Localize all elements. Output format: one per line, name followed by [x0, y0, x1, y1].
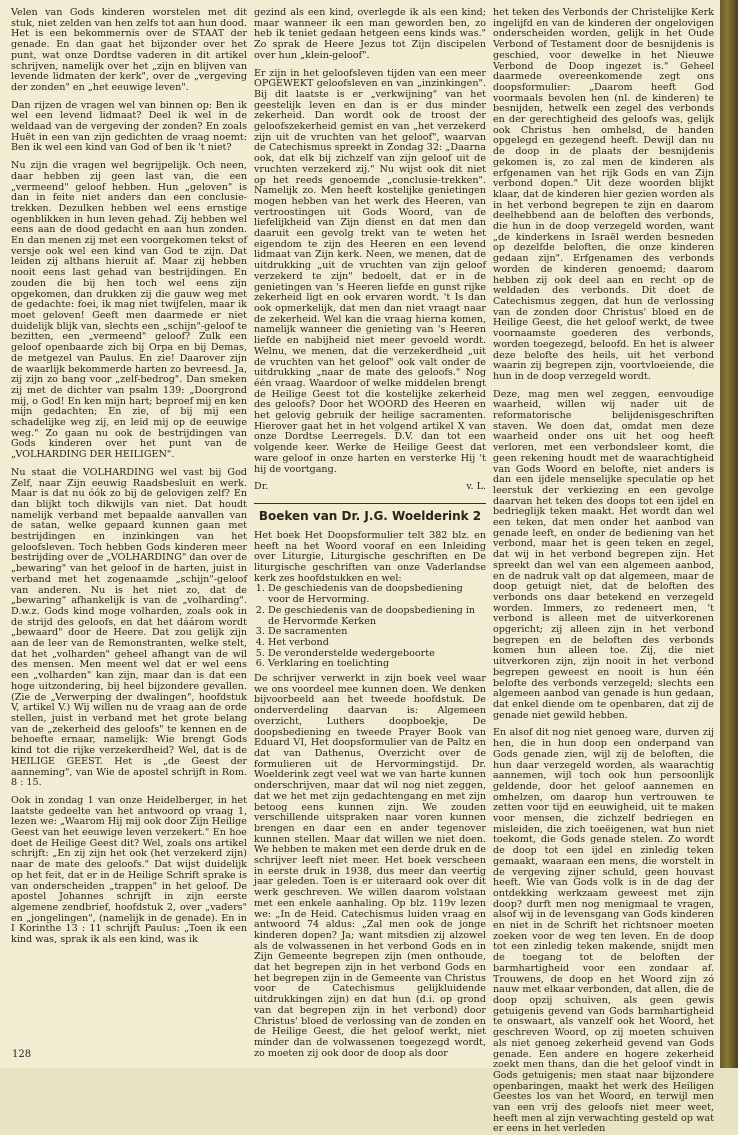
list-item: 6. Verklaring en toelichting	[268, 659, 486, 670]
list-item: 3. De sacramenten	[268, 627, 486, 638]
list-item: 2. De geschiedenis van de doopsbediening in de Hervormde Kerken	[268, 606, 486, 627]
paragraph: Ook in zondag 1 van onze Heidelberger, in het laatste gedeelte van het antwoord op vraag 1, lezen we: „Waarom Hij mij ook door Zijn Heilige Geest van het eeuwige leven verzekert." En hoe doet de Heilige Geest dit? Wel, zoals ons artikel schrijft: „En zij zijn het ook (het verzekerd zijn) naar de mate des geloofs." Dat wijst duidelijk op het feit, dat er in de Heilige Schrift sprake is van onderscheiden „trappen" in het geloof. De apostel Johannes schrijft in zijn eerste algemene zendbrief, hoofdstuk 2, over „vaders" en „jongelingen", (namelijk in de genade). En in I Korinthe 13 : 11 schrijft Paulus: „Toen ik een kind was, sprak ik als een kind, was ik	[11, 794, 247, 946]
paragraph: het teken des Verbonds der Christelijke Kerk ingelijfd en van de kinderen der ongelovigen onderscheiden worden, gelijk in het Oude Verbond of Testament door de besnijdenis is geschied, voor dewelke in het Nieuwe Verbond de Doop ingezet is." Geheel daarmede overeenkomende zegt ons doopsformulier: „Daarom heeft God voormaals bevolen hen (nl. de kinderen) te besnijden, hetwelk een zegel des verbonds en der gerechtigheid des geloofs was, gelijk ook Christus hen omhelsd, de handen opgelegd en gezegend heeft. Dewijl dan nu de doop in de plaats der besnijdenis gekomen is, zo zal men de kinderen als erfgenamen van het rijk Gods en van Zijn verbond dopen." Uit deze woorden blijkt klaar, dat de kinderen hier gezien worden als in het verbond begrepen te zijn en daarom deelhebbend aan de beloften des verbonds, die hun in de doop verzegeld worden, want „de kinderkens in Israël werden besneden op dezelfde beloften, die onze kinderen gedaan zijn". Erfgenamen des verbonds worden de kinderen genoemd; daarom hebben zij ook deel aan en recht op de weldaden des verbonds. Dit doet de Catechismus zeggen, dat hun de verlossing van de zonden door Christus' bloed en de Heilige Geest, die het geloof werkt, de twee voornaamste goederen des verbonds, worden toegezegd, beloofd. En het is alweer deze belofte des heils, uit het verbond waarin zij begrepen zijn, voortvloeiende, die hun in de doop verzegeld wordt.	[493, 7, 714, 382]
column-1	[11, 8, 247, 1038]
list-item: 1. De geschiedenis van de doopsbediening voor de Hervorming.	[268, 584, 486, 605]
article-heading: Boeken van Dr. J.G. Woelderink 2	[258, 508, 482, 523]
book-spine	[720, 0, 738, 1068]
paragraph: Het boek Het Doopsformulier telt 382 blz. en heeft na het Woord vooraf en een Inleiding over Liturgie, Liturgische geschriften en De liturgische geschriften van onze Vaderlandse kerk zes hoofdstukken en wel:	[254, 529, 486, 584]
paragraph: En alsof dit nog niet genoeg ware, durven zij hen, die in hun doop een onderpand van Gods genade zien, wijl zij de beloften, die hun daar verzegeld worden, als waarachtig aannemen, wijl toch ook hun persoonlijk geldende, door het geloof aannemen en omhelzen, om daarop hun vertrouwen te zetten voor tijd en eeuwigheid, uit te maken voor mensen, die zichzelf bedriegen en misleiden, die zich toeëigenen, wat hun niet toekomt, die Gods genade stelen. Zo wordt de doop tot een ijdel en zinledig teken gemaakt, waaraan een mens, die worstelt in de vergeving zijner schuld, geen houvast heeft. Wie van Gods volk is in de dag der ontdekking werkzaam geweest met zijn doop? durft men nog menigmaal te vragen, alsof wij in de levensgang van Gods kinderen en niet in de Schrift het richtsnoer moeten zoeken voor de weg ten leven. En de doop tot een zinledig teken makende, snijdt men de toegang tot de beloften der barmhartigheid voor een zondaar af. Trouwens, de doop en het Woord zijn zó nauw met elkaar verbonden, dat allen, die de doop opzij schuiven, als geen gewis getuigenis gevend van Gods barmhartigheid te onswaart, als vanzelf ook het Woord, het geschreven Woord, op zij moeten schuiven als niet genoeg zekerheid gevend van Gods genade. Een andere en hogere zekerheid zoekt men thans, dan die het geloof vindt in Gods getuigenis; men staat naar bijzondere openbaringen, maakt het werk des Heiligen Geestes los van het Woord, en terwijl men van een vrij des geloofs niet meer weet, heeft men al zijn verwachting gesteld op wat er eens in het verleden	[493, 727, 714, 1135]
paragraph: Nu staat die VOLHARDING wel vast bij God Zelf, naar Zijn eeuwig Raadsbesluit en werk. Maar is dat nu óók zo bij de gelovigen zelf? En dan blijkt toch dikwijls van niet. Dat houdt namelijk verband met bepaalde aanvallen van de satan, welke gepaard kunnen gaan met bestrijdingen en inzinkingen van het geloofsleven. Toch hebben Gods kinderen meer bestrijding over de „VOLHARDING" dan over de „bewaring" van het geloof in de harten, juist in verband met het zogenaamde „schijn"-geloof van anderen. Nu is het niet zo, dat de „bewaring" afhankelijk is van de „volharding". D.w.z. Gods kind moge volharden, zoals ook in de strijd des geloofs, en dat het dáárom wordt „bewaard" door de Heere. Dat zou gelijk zijn aan de leer van de Remonstranten, welke stelt, dat het „volharden" geheel afhangt van de wil des mensen. Men meent wel dat er wel eens een „volharden" kan zijn, maar dan is dat een hoge uitzondering, bij heel bijzondere gevallen. (Zie de „Verwerping der dwalingen", hoofdstuk V, artikel V.) Wij willen nu de vraag aan de orde stellen, juist in verband met het grote belang van de „zekerheid des geloofs" te kennen en de behoefte ernaar, namelijk: Wie brengt Gods kind tot die rijke verzekerdheid? Wel, dat is de HEILIGE GEEST. Het is „de Geest der aanneming", van Wie de apostel schrijft in Rom. 8 : 15.	[11, 466, 247, 789]
chapter-list	[254, 584, 486, 670]
article-signature	[254, 482, 486, 493]
paragraph: gezind als een kind, overlegde ik als een kind; maar wanneer ik een man geworden ben, zo heb ik teniet gedaan hetgeen eens kinds was." Zo sprak de Heere Jezus tot Zijn discipelen over hun „klein-geloof".	[254, 7, 486, 61]
paragraph: Deze, mag men wel zeggen, eenvoudige waarheid, willen wij nader uit de reformatorische belijdenisgeschriften staven. We doen dat, omdat men deze waarheid onder ons uit het oog heeft verloren, met een verbondsleer komt, die geen rekening houdt met de waarachtigheid van Gods Woord en belofte, niet anders is dan een ijdele menselijke speculatie op het leerstuk der verkiezing en een gevolge daarvan het teken des doops tot een ijdel en bedrieglijk teken maakt. Het wordt dan wel een teken, dat men onder het aanbod van genade leeft, en onder de bediening van het verbond, maar het is geen teken en zegel, dat wij in het verbond begrepen zijn. Het spreekt dan wel van een algemeen aanbod, en de nadruk valt op dat algemeen, maar de doop getuigt niet, dat de beloften des verbonds ons daar betekend en verzegeld worden. Immers, zo redeneert men, 't verbond is alleen met de uitverkorenen opgericht; zij alleen zijn in het verbond begrepen en de beloften des verbonds komen hun alleen toe. Zij, die niet uitverkoren zijn, zijn nooit in het verbond begrepen geweest en nooit is hun één belofte des verbonds verzegeld; slechts een algemeen aanbod van genade is hun gedaan, dat enkel diende om te openbaren, dat zij de genade niet gewild hebben.	[493, 388, 714, 721]
signature-left: Dr.	[254, 481, 269, 493]
column-2	[254, 7, 486, 1059]
paragraph: Er zijn in het geloofsleven tijden van een meer OPGEWEKT geloofsleven en van „inzinkingen". Bij dit laatste is er „verkwijning" van het geestelijk leven en dan is er dus minder zekerheid. Dan wordt ook de troost der geloofszekerheid gemist en van „het verzekerd zijn uit de vruchten van het geloof", waarvan de Catechismus spreekt in Zondag 32: „Daarna ook, dat elk bij zichzelf van zijn geloof uit de vruchten verzekerd zij." Nu wijst ook dit niet op het reeds genoemde „conclusie-trekken". Namelijk zo. Men heeft kostelijke genietingen mogen hebben van het werk des Heeren, van vertroostingen uit Gods Woord, van de liefelijkheid van Zijn dienst en dat men dan daaruit een gevolg trekt van te weten het eigendom te zijn des Heeren en een levend lidmaat van Zijn kerk. Neen, we menen, dat de uitdrukking „uit de vruchten van zijn geloof verzekerd te zijn" bedoelt, dat er in de genietingen van 's Heeren liefde en gunst rijke zekerheid ligt en ook ervaren wordt. 't Is dan ook opmerkelijk, dat men dan niet vraagt naar de zekerheid. Wel kan die vraag hierna komen, namelijk wanneer die genieting van 's Heeren liefde en nabijheid niet meer gevoeld wordt. Welnu, we menen, dat die verzekerdheid „uit de vruchten van het geloof" ook valt onder de uitdrukking „naar de mate des geloofs." Nog één vraag. Waardoor of welke middelen brengt de Heilige Geest tot die kostelijke zekerheid des geloofs? Door het WOORD des Heeren en het gelovig gebruik der heilige sacramenten. Hierover gaat het in het volgend artikel X van onze Dordtse Leerregels. D.V. dan tot een volgende keer. Werke de Heilige Geest dat ware geloof in onze harten en versterke Hij 't hij de voortgang.	[254, 67, 486, 475]
column-3	[493, 7, 714, 1135]
section-divider	[254, 503, 486, 504]
page-number: 128	[12, 1049, 32, 1060]
list-item: 5. De veronderstelde wedergeboorte	[268, 649, 486, 660]
list-item: 4. Het verbond	[268, 638, 486, 649]
paragraph: Dan rijzen de vragen wel van binnen op: Ben ik wel een levend lidmaat? Deel ik wel in de weldaad van de vergeving der zonden? En zoals Huët in een van zijn gedichten de vraag noemt: Ben ik wel een kind van God of ben ik 't niet?	[11, 99, 247, 154]
signature-right: v. L.	[466, 481, 486, 493]
paragraph: Velen van Gods kinderen worstelen met dit stuk, niet zelden van hen zelfs tot aan hun dood. Het is een bekommernis over de STAAT der genade. En dan gaat het bijzonder over het punt, wat onze Dordtse vaderen in dit artikel schrijven, namelijk over het „zijn en blijven van levende lidmaten der kerk", over de „vergeving der zonden" en „het eeuwige leven".	[11, 7, 247, 93]
paragraph: Nu zijn die vragen wel begrijpelijk. Och neen, daar hebben zij geen last van, die een „vermeend" geloof hebben. Hun „geloven" is dan in feite niet anders dan een conclusie-trekken. Dezulken hebben wel eens ernstige ogenblikken in hun leven gehad. Zij hebben wel eens aan de dood gedacht en aan hun zonden. En dan menen zij met een voorgekomen tekst of versje ook wel een kind van God te zijn. Dat leiden zij althans hieruit af. Maar zij hebben nooit eens last gehad van bestrijdingen. En zouden die bij hen toch wel eens zijn opgekomen, dan drukken zij die gauw weg met de gedachte: foei, ik mag niet twijfelen, maar ik moet geloven! Geeft men daarmede er niet duidelijk blijk van, slechts een „schijn"-geloof te bezitten, een „vermeend" geloof? Zulk een geloof openbaarde zich bij Orpa en bij Demas, de metgezel van Paulus. En zie! Daarover zijn de waarlijk bekommerde harten zo bevreesd. Ja, zij zijn zo bang voor „zelf-bedrog". Dan smeken zij met de dichter van psalm 139: „Doorgrond mij, o God! En ken mijn hart; beproef mij en ken mijn gedachten; En zie, of bij mij een schadelijke weg zij, en leid mij op de eeuwige weg." Zo gaan nu ook de bestrijdingen van Gods kinderen over het punt van de „VOLHARDING DER HEILIGEN".	[11, 160, 247, 461]
paragraph: De schrijver verwerkt in zijn boek veel waar we ons voordeel mee kunnen doen. We denken bijvoorbeeld aan het tweede hoofdstuk. De onderverdeling daarvan is: Algemeen overzicht, Luthers doopboekje, De doopsbediening en tweede Prayer Book van Eduard VI, Het doopsformulier van de Paltz en dat van Dathenus, Overzicht over de formulieren uit de Hervormingstijd. Dr. Woelderink zegt veel wat we van harte kunnen onderschrijven, maar dat wil nog niet zeggen, dat we het met zijn gedachtengang en met zijn betoog eens kunnen zijn. We zouden verschillende uitspraken naar voren kunnen brengen en daar een en ander tegenover kunnen stellen. Maar dat willen we niet doen. We hebben te maken met een derde druk en de schrijver leeft niet meer. Het boek verscheen in eerste druk in 1938, dus meer dan veertig jaar geleden. Toen is er uiteraard ook over dit werk geschreven. We willen daarom volstaan met een enkele aanhaling. Op blz. 119v lezen we: „In de Heid. Catechismus luiden vraag en antwoord 74 aldus: „Zal men ook de jonge kinderen dopen? Ja; want mitsdien zij alzowel als de volwassenen in het verbond Gods en in Zijn Gemeente begrepen zijn (men onthoude, dat het begrepen zijn in het verbond Gods en het begrepen zijn in de Gemeente van Christus voor de Catechismus gelijkluidende uitdrukkingen zijn) en dat hun (d.i. op grond van dat begrepen zijn in het verbond) door Christus' bloed de verlossing van de zonden en de Heilige Geest, die het geloof werkt, niet minder dan de volwassenen toegezegd wordt, zo moeten zij ook door de doop als door	[254, 673, 486, 1059]
